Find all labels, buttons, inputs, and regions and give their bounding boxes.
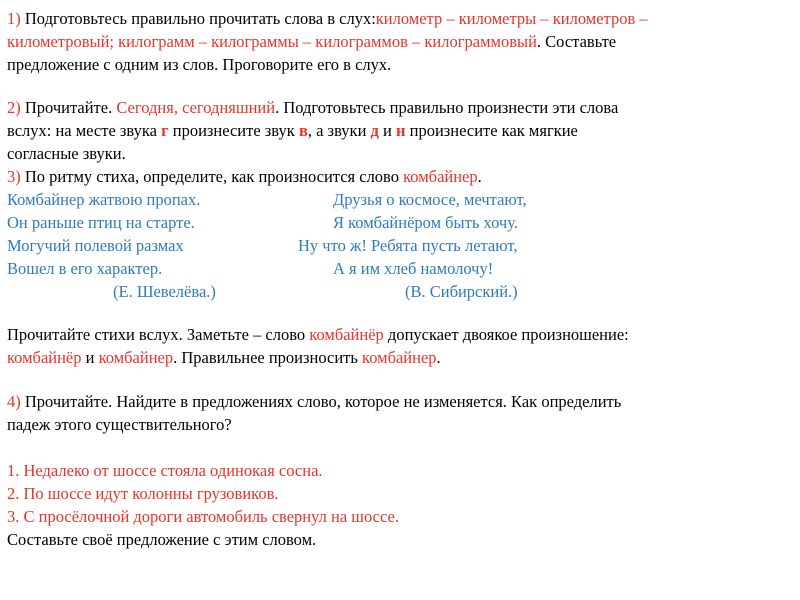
task2-line3: согласные звуки.	[7, 144, 126, 163]
poem-left-line-1: Комбайнер жатвою пропах.	[7, 190, 201, 209]
sentence-1: 1. Недалеко от шоссе стояла одинокая сосна.	[7, 461, 323, 480]
letter-d: д	[370, 121, 379, 140]
task3-word: комбайнер	[403, 167, 478, 186]
poem-left-line-2: Он раньше птиц на старте.	[7, 213, 195, 232]
task1-line1	[7, 7, 793, 30]
note-word-c: комбайнер	[98, 348, 174, 367]
note-line1	[7, 323, 793, 346]
note-word-b: комбайнёр	[7, 348, 82, 367]
task4-line2: падеж этого существительного?	[7, 415, 232, 434]
note-text-d: . Правильнее произносить	[173, 348, 363, 367]
task2-text-b: . Подготовьтесь правильно произнести эти слова	[275, 98, 619, 117]
task2-line2	[7, 119, 793, 142]
poem-right-author: (В. Сибирский.)	[405, 282, 518, 301]
letter-g: г	[161, 121, 169, 140]
task4-final: Составьте своё предложение с этим словом.	[7, 530, 317, 549]
task1-line2	[7, 30, 793, 53]
task4-line1	[7, 390, 793, 413]
task1-words-a: километр – километры – километров –	[375, 9, 648, 28]
poem-right-line-3: Ну что ж! Ребята пусть летают,	[298, 236, 518, 255]
poem-right-line-2: Я комбайнёром быть хочу.	[333, 213, 518, 232]
note-line2	[7, 346, 793, 369]
task1-text-b: . Составьте	[536, 32, 617, 51]
poem-left-line-3: Могучий полевой размах	[7, 236, 184, 255]
task3-number: 3)	[7, 167, 21, 186]
task2-line2-d: и	[378, 121, 396, 140]
poem-left-line-4: Вошел в его характер.	[7, 259, 163, 278]
task2-line1	[7, 96, 793, 119]
note-text-e: .	[436, 348, 441, 367]
note-word-d: комбайнер	[362, 348, 437, 367]
note-text-b: допускает двоякое произношение:	[383, 325, 629, 344]
poem-right-line-4: А я им хлеб намолочу!	[333, 259, 494, 278]
sentence-3: 3. С просёлочной дороги автомобиль свернул на шоссе.	[7, 507, 399, 526]
poem-right-line-1: Друзья о космосе, мечтают,	[333, 190, 527, 209]
task3-line1	[7, 165, 793, 188]
letter-v: в	[298, 121, 308, 140]
task2-text-a: Прочитайте.	[20, 98, 117, 117]
note-text-a: Прочитайте стихи вслух. Заметьте – слово	[7, 325, 310, 344]
task2-number: 2)	[7, 98, 21, 117]
task4-number: 4)	[7, 392, 21, 411]
sentence-2: 2. По шоссе идут колонны грузовиков.	[7, 484, 279, 503]
note-text-c: и	[81, 348, 99, 367]
task1-words-b: километровый; килограмм – килограммы – килограммов – килограммовый	[7, 32, 537, 51]
task1-line3: предложение с одним из слов. Проговорите его в слух.	[7, 55, 392, 74]
task3-text-b: .	[477, 167, 482, 186]
task2-line2-b: произнесите звук	[168, 121, 299, 140]
poem-left-author: (Е. Шевелёва.)	[113, 282, 216, 301]
task4-text-a: Прочитайте. Найдите в предложениях слово, которое не изменяется. Как определить	[20, 392, 622, 411]
task2-words: Сегодня, сегодняшний	[116, 98, 276, 117]
task3-text-a: По ритму стиха, определите, как произносится слово	[20, 167, 404, 186]
task1-text-a: Подготовьтесь правильно прочитать слова в слух:	[20, 9, 376, 28]
note-word-a: комбайнёр	[309, 325, 384, 344]
task2-line2-e: произнесите как мягкие	[405, 121, 578, 140]
task2-line2-a: вслух: на месте звука	[7, 121, 162, 140]
letter-n: н	[395, 121, 406, 140]
task1-number: 1)	[7, 9, 21, 28]
task2-line2-c: , а звуки	[307, 121, 371, 140]
